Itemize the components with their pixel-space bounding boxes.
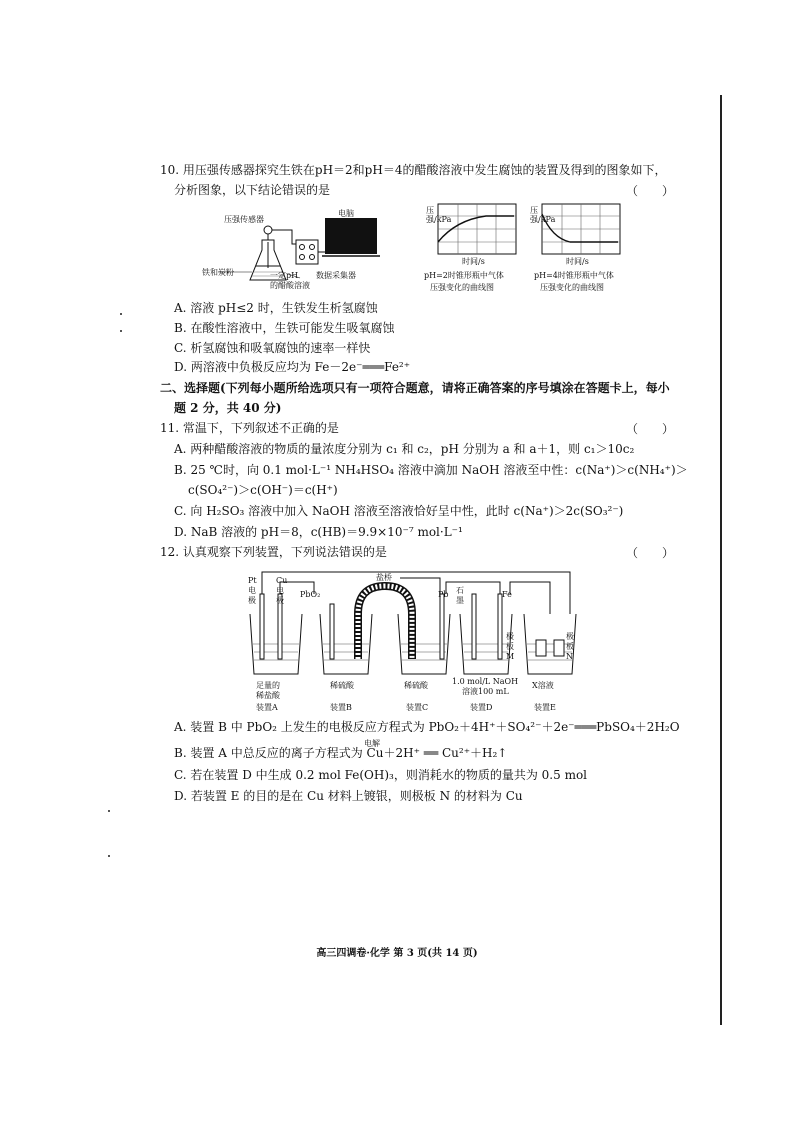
solution-e: X溶液 bbox=[532, 681, 554, 690]
plate-n-1: 极 bbox=[566, 632, 574, 641]
q11-option-b-2: c(SO₄²⁻)＞c(OH⁻)＝c(H⁺) bbox=[188, 483, 338, 497]
plate-n-2: 板 bbox=[566, 642, 574, 651]
q12-stem: 12. 认真观察下列装置，下列说法错误的是 bbox=[160, 545, 387, 559]
solution-a-2: 稀盐酸 bbox=[256, 691, 280, 700]
pt-label: Pt bbox=[248, 576, 257, 585]
scan-dot bbox=[108, 810, 110, 812]
device-a-label: 装置A bbox=[256, 703, 278, 712]
scan-dot bbox=[120, 330, 122, 332]
device-b-label: 装置B bbox=[330, 703, 352, 712]
q11-answer-bracket: （ ） bbox=[626, 422, 675, 436]
graph2-caption-1: pH=4时锥形瓶中气体 bbox=[534, 271, 614, 280]
section-2-heading-2: 题 2 分，共 40 分) bbox=[174, 401, 282, 415]
plate-n-3: N bbox=[566, 652, 573, 661]
q11-stem: 11. 常温下，下列叙述不正确的是 bbox=[160, 421, 339, 435]
solution-label-2: 的醋酸溶液 bbox=[270, 281, 310, 290]
solution-a-1: 足量的 bbox=[256, 681, 280, 690]
scan-dot bbox=[108, 855, 110, 857]
q10-option-a: A. 溶液 pH≤2 时，生铁发生析氢腐蚀 bbox=[174, 301, 378, 315]
q10-stem-1: 10. 用压强传感器探究生铁在pH＝2和pH＝4的醋酸溶液中发生腐蚀的装置及得到的图象如下， bbox=[160, 163, 667, 177]
graph-ph4 bbox=[530, 200, 624, 264]
collector-label: 数据采集器 bbox=[316, 271, 356, 280]
solution-d-2: 溶液100 mL bbox=[462, 687, 509, 696]
graph1-ylabel: 压强/kPa bbox=[426, 206, 452, 224]
q12-option-a: A. 装置 B 中 PbO₂ 上发生的电极反应方程式为 PbO₂＋4H⁺＋SO₄²⁻＋2e⁻═══PbSO₄＋2H₂O bbox=[174, 720, 680, 734]
q11-option-d: D. NaB 溶液的 pH＝8，c(HB)＝9.9×10⁻⁷ mol·L⁻¹ bbox=[174, 525, 463, 539]
cu-label-3: 极 bbox=[276, 596, 284, 605]
sensor-label: 压强传感器 bbox=[224, 215, 264, 224]
device-e-label: 装置E bbox=[534, 703, 556, 712]
pt-label-2: 电 bbox=[248, 586, 256, 595]
q12-answer-bracket: （ ） bbox=[626, 546, 675, 560]
graph2-xlabel: 时间/s bbox=[566, 257, 589, 266]
electrolysis-condition: 电解 bbox=[364, 739, 380, 748]
q11-option-a: A. 两种醋酸溶液的物质的量浓度分别为 c₁ 和 c₂，pH 分别为 a 和 a＋1，则 c₁＞10c₂ bbox=[174, 442, 635, 456]
scan-dot bbox=[120, 313, 122, 315]
device-d-label: 装置D bbox=[470, 703, 493, 712]
device-c-label: 装置C bbox=[406, 703, 429, 712]
q10-option-d: D. 两溶液中负极反应均为 Fe－2e⁻═══Fe²⁺ bbox=[174, 360, 411, 374]
graph2-caption-2: 压强变化的曲线图 bbox=[540, 283, 604, 292]
q10-option-b: B. 在酸性溶液中，生铁可能发生吸氧腐蚀 bbox=[174, 321, 395, 335]
q11-option-b-1: B. 25 ℃时，向 0.1 mol·L⁻¹ NH₄HSO₄ 溶液中滴加 NaOH 溶液至中性：c(Na⁺)＞c(NH₄⁺)＞ bbox=[174, 463, 688, 477]
q10-option-c: C. 析氢腐蚀和吸氧腐蚀的速率一样快 bbox=[174, 341, 371, 355]
graphite-label-2: 墨 bbox=[456, 596, 464, 605]
q12-apparatus-figure bbox=[240, 564, 590, 682]
section-2-heading-1: 二、选择题(下列每小题所给选项只有一项符合题意，请将正确答案的序号填涂在答题卡上，每小 bbox=[160, 381, 670, 395]
graph-ph2 bbox=[426, 200, 520, 264]
plate-m-1: 极 bbox=[506, 632, 514, 641]
iron-label: 铁和炭粉 bbox=[202, 268, 234, 277]
q11-option-c: C. 向 H₂SO₃ 溶液中加入 NaOH 溶液至溶液恰好呈中性，此时 c(Na⁺)＞2c(SO₃²⁻) bbox=[174, 504, 624, 518]
plate-m-3: M bbox=[506, 652, 515, 661]
computer-label: 电脑 bbox=[338, 209, 354, 218]
q12-option-c: C. 若在装置 D 中生成 0.2 mol Fe(OH)₃，则消耗水的物质的量共为 0.5 mol bbox=[174, 768, 588, 782]
page-footer: 高三四调卷·化学 第 3 页(共 14 页) bbox=[316, 948, 478, 959]
salt-bridge-label: 盐桥 bbox=[376, 573, 392, 582]
q10-answer-bracket: （ ） bbox=[626, 184, 675, 198]
pbo2-label: PbO₂ bbox=[300, 590, 321, 599]
plate-m-2: 板 bbox=[506, 642, 514, 651]
cu-label-2: 电 bbox=[276, 586, 284, 595]
solution-label-1: 一定pH bbox=[270, 271, 299, 280]
solution-c: 稀硫酸 bbox=[404, 681, 428, 690]
graphite-label-1: 石 bbox=[456, 586, 464, 595]
graph1-caption-1: pH=2时锥形瓶中气体 bbox=[424, 271, 504, 280]
cu-label: Cu bbox=[276, 576, 288, 585]
solution-d-1: 1.0 mol/L NaOH bbox=[452, 677, 519, 686]
pt-label-3: 极 bbox=[248, 596, 256, 605]
graph2-ylabel: 压强/kPa bbox=[530, 206, 556, 224]
q10-stem-2: 分析图象，以下结论错误的是 bbox=[174, 183, 331, 197]
q12-option-d: D. 若装置 E 的目的是在 Cu 材料上镀银，则极板 N 的材料为 Cu bbox=[174, 789, 523, 803]
pb-label: Pb bbox=[438, 590, 449, 599]
solution-b: 稀硫酸 bbox=[330, 681, 354, 690]
q12-option-b: B. 装置 A 中总反应的离子方程式为 Cu＋2H⁺ ══ Cu²⁺＋H₂↑ bbox=[174, 746, 508, 760]
graph1-caption-2: 压强变化的曲线图 bbox=[430, 283, 494, 292]
graph1-xlabel: 时间/s bbox=[462, 257, 485, 266]
computer-screen bbox=[325, 218, 377, 254]
fe-label: Fe bbox=[502, 590, 512, 599]
margin-rule bbox=[720, 95, 722, 1025]
